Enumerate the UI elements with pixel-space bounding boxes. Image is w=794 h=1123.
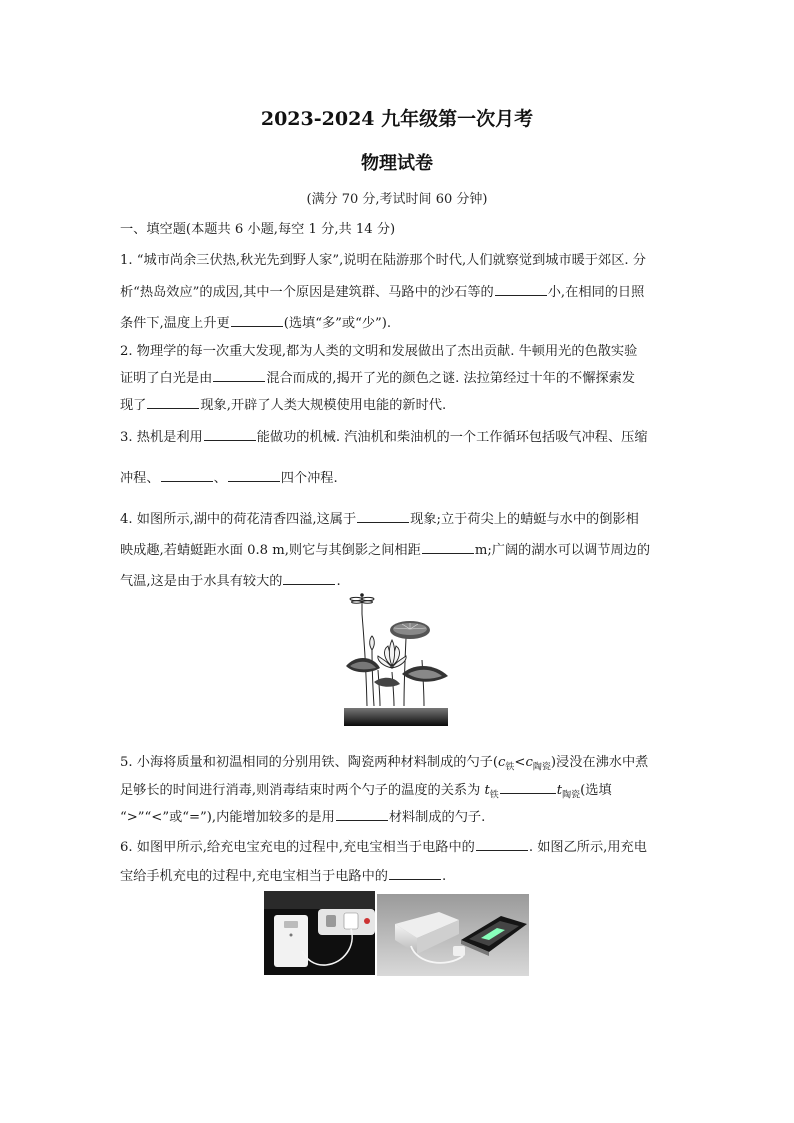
lotus-leaf-icon — [390, 621, 430, 639]
answer-blank[interactable] — [357, 509, 409, 523]
answer-blank[interactable] — [500, 780, 556, 794]
lotus-dragonfly-figure — [344, 590, 450, 726]
q6-line-2: 宝给手机充电的过程中,充电宝相当于电路中的 . — [120, 865, 680, 884]
q4-line-2: 映成趣,若蜻蜓距水面 0.8 m,则它与其倒影之间相距 m;广阔的湖水可以调节周边的 — [120, 539, 680, 558]
lotus-bud-icon — [370, 636, 375, 650]
phone-charging-figure — [377, 894, 529, 976]
power-bank-charging-figure — [264, 891, 375, 975]
answer-blank[interactable] — [231, 313, 283, 327]
q3-line-1: 3. 热机是利用 能做功的机械. 汽油机和柴油机的一个工作循环包括吸气冲程、压缩 — [120, 426, 680, 445]
exam-title: 2023-2024 九年级第一次月考 — [260, 108, 534, 130]
answer-blank[interactable] — [213, 368, 265, 382]
q1-line-2: 析“热岛效应”的成因,其中一个原因是建筑群、马路中的沙石等的 小,在相同的日照 — [120, 281, 680, 300]
lotus-flower-icon — [378, 640, 406, 668]
q2-line-2: 证明了白光是由 混合而成的,揭开了光的颜色之谜. 法拉第经过十年的不懈探索发 — [120, 367, 680, 386]
section-heading: 一、填空题(本题共 6 小题,每空 1 分,共 14 分) — [120, 222, 396, 237]
q5-line-1: 5. 小海将质量和初温相同的分别用铁、陶瓷两种材料制成的勺子$(c_铁<c_{陶瓷})$浸没在沸水中煮 — [120, 755, 649, 773]
answer-blank[interactable] — [389, 866, 441, 880]
q1-line-1: 1. “城市尚余三伏热,秋光先到野人家”,说明在陆游那个时代,人们就察觉到城市暖于郊区. 分 — [120, 253, 646, 268]
answer-blank[interactable] — [283, 571, 335, 585]
q2-line-3: 现了 现象,开辟了人类大规模使用电能的新时代. — [120, 394, 680, 413]
answer-blank[interactable] — [161, 468, 213, 482]
q3-line-2: 冲程、 、 四个冲程. — [120, 467, 680, 486]
q2-line-1: 2. 物理学的每一次重大发现,都为人类的文明和发展做出了杰出贡献. 牛顿用光的色散实验 — [120, 344, 638, 359]
answer-blank[interactable] — [228, 468, 280, 482]
answer-blank[interactable] — [336, 807, 388, 821]
q5-line-3: “>”“<”或“=”),内能增加较多的是用 材料制成的勺子. — [120, 806, 680, 825]
q6-line-1: 6. 如图甲所示,给充电宝充电的过程中,充电宝相当于电路中的 . 如图乙所示,用充电 — [120, 836, 680, 855]
q4-line-1: 4. 如图所示,湖中的荷花清香四溢,这属于 现象;立于荷尖上的蜻蜓与水中的倒影相 — [120, 508, 680, 527]
answer-blank[interactable] — [422, 540, 474, 554]
exam-subject: 物理试卷 — [361, 153, 433, 174]
q4-line-3: 气温,这是由于水具有较大的 . — [120, 570, 680, 589]
answer-blank[interactable] — [476, 837, 528, 851]
answer-blank[interactable] — [495, 282, 547, 296]
dragonfly-icon — [350, 594, 374, 614]
q5-line-2: 足够长的时间进行消毒,则消毒结束时两个勺子的温度的关系为 $t_铁$ $t_{陶瓷}$(选填 — [120, 779, 680, 801]
answer-blank[interactable] — [204, 427, 256, 441]
exam-info: (满分 70 分,考试时间 60 分钟) — [306, 192, 488, 207]
q1-line-3: 条件下,温度上升更 (选填“多”或“少”). — [120, 312, 680, 331]
answer-blank[interactable] — [147, 395, 199, 409]
lake-water — [344, 708, 448, 726]
